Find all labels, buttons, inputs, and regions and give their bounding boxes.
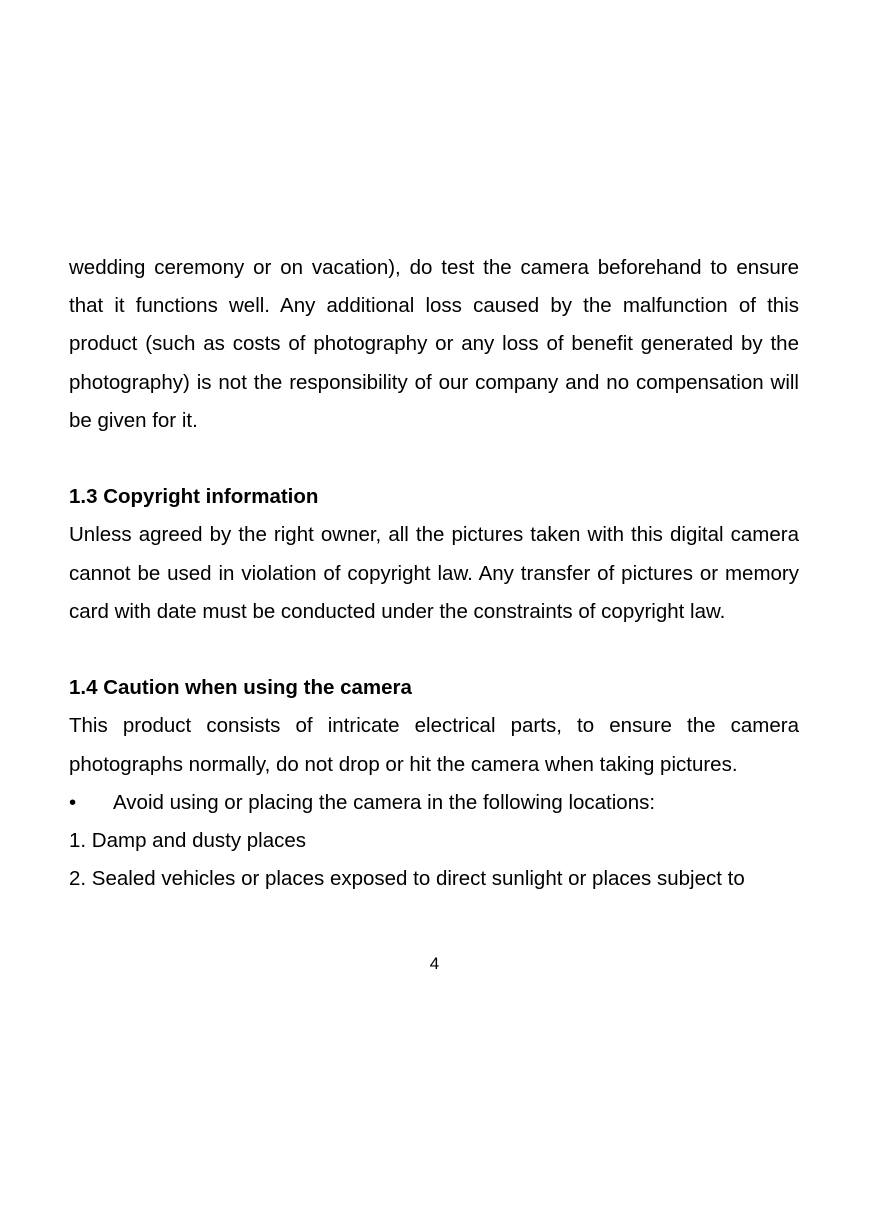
spacer (69, 440, 799, 478)
page-content (69, 249, 799, 898)
section-1-3-body: Unless agreed by the right owner, all the pictures taken with this digital camera cannot be used in violation of copyright law. Any transfer of pictures or memory card with date must be conducted under the constraints of copyright law. (69, 523, 799, 623)
list-item: 2. Sealed vehicles or places exposed to direct sunlight or places subject to (69, 867, 745, 891)
bullet-icon: • (69, 790, 77, 814)
bullet-item (69, 784, 799, 822)
spacer (69, 631, 799, 669)
section-1-4-body: This product consists of intricate electrical parts, to ensure the camera photographs normally, do not drop or hit the camera when taking pictures. (69, 714, 799, 776)
section-1-3-heading: 1.3 Copyright information (69, 485, 319, 509)
page-number: 4 (429, 954, 440, 973)
intro-paragraph: wedding ceremony or on vacation), do test the camera beforehand to ensure that it functions well. Any additional loss caused by the malfunction of this product (such as costs of photography or any loss of benefit generated by the photography) is not the responsibility of our company and no compensation will be given for it. (69, 256, 799, 432)
bullet-text: Avoid using or placing the camera in the following locations: (113, 790, 656, 814)
list-item: 1. Damp and dusty places (69, 829, 307, 853)
section-1-4-heading: 1.4 Caution when using the camera (69, 676, 412, 700)
